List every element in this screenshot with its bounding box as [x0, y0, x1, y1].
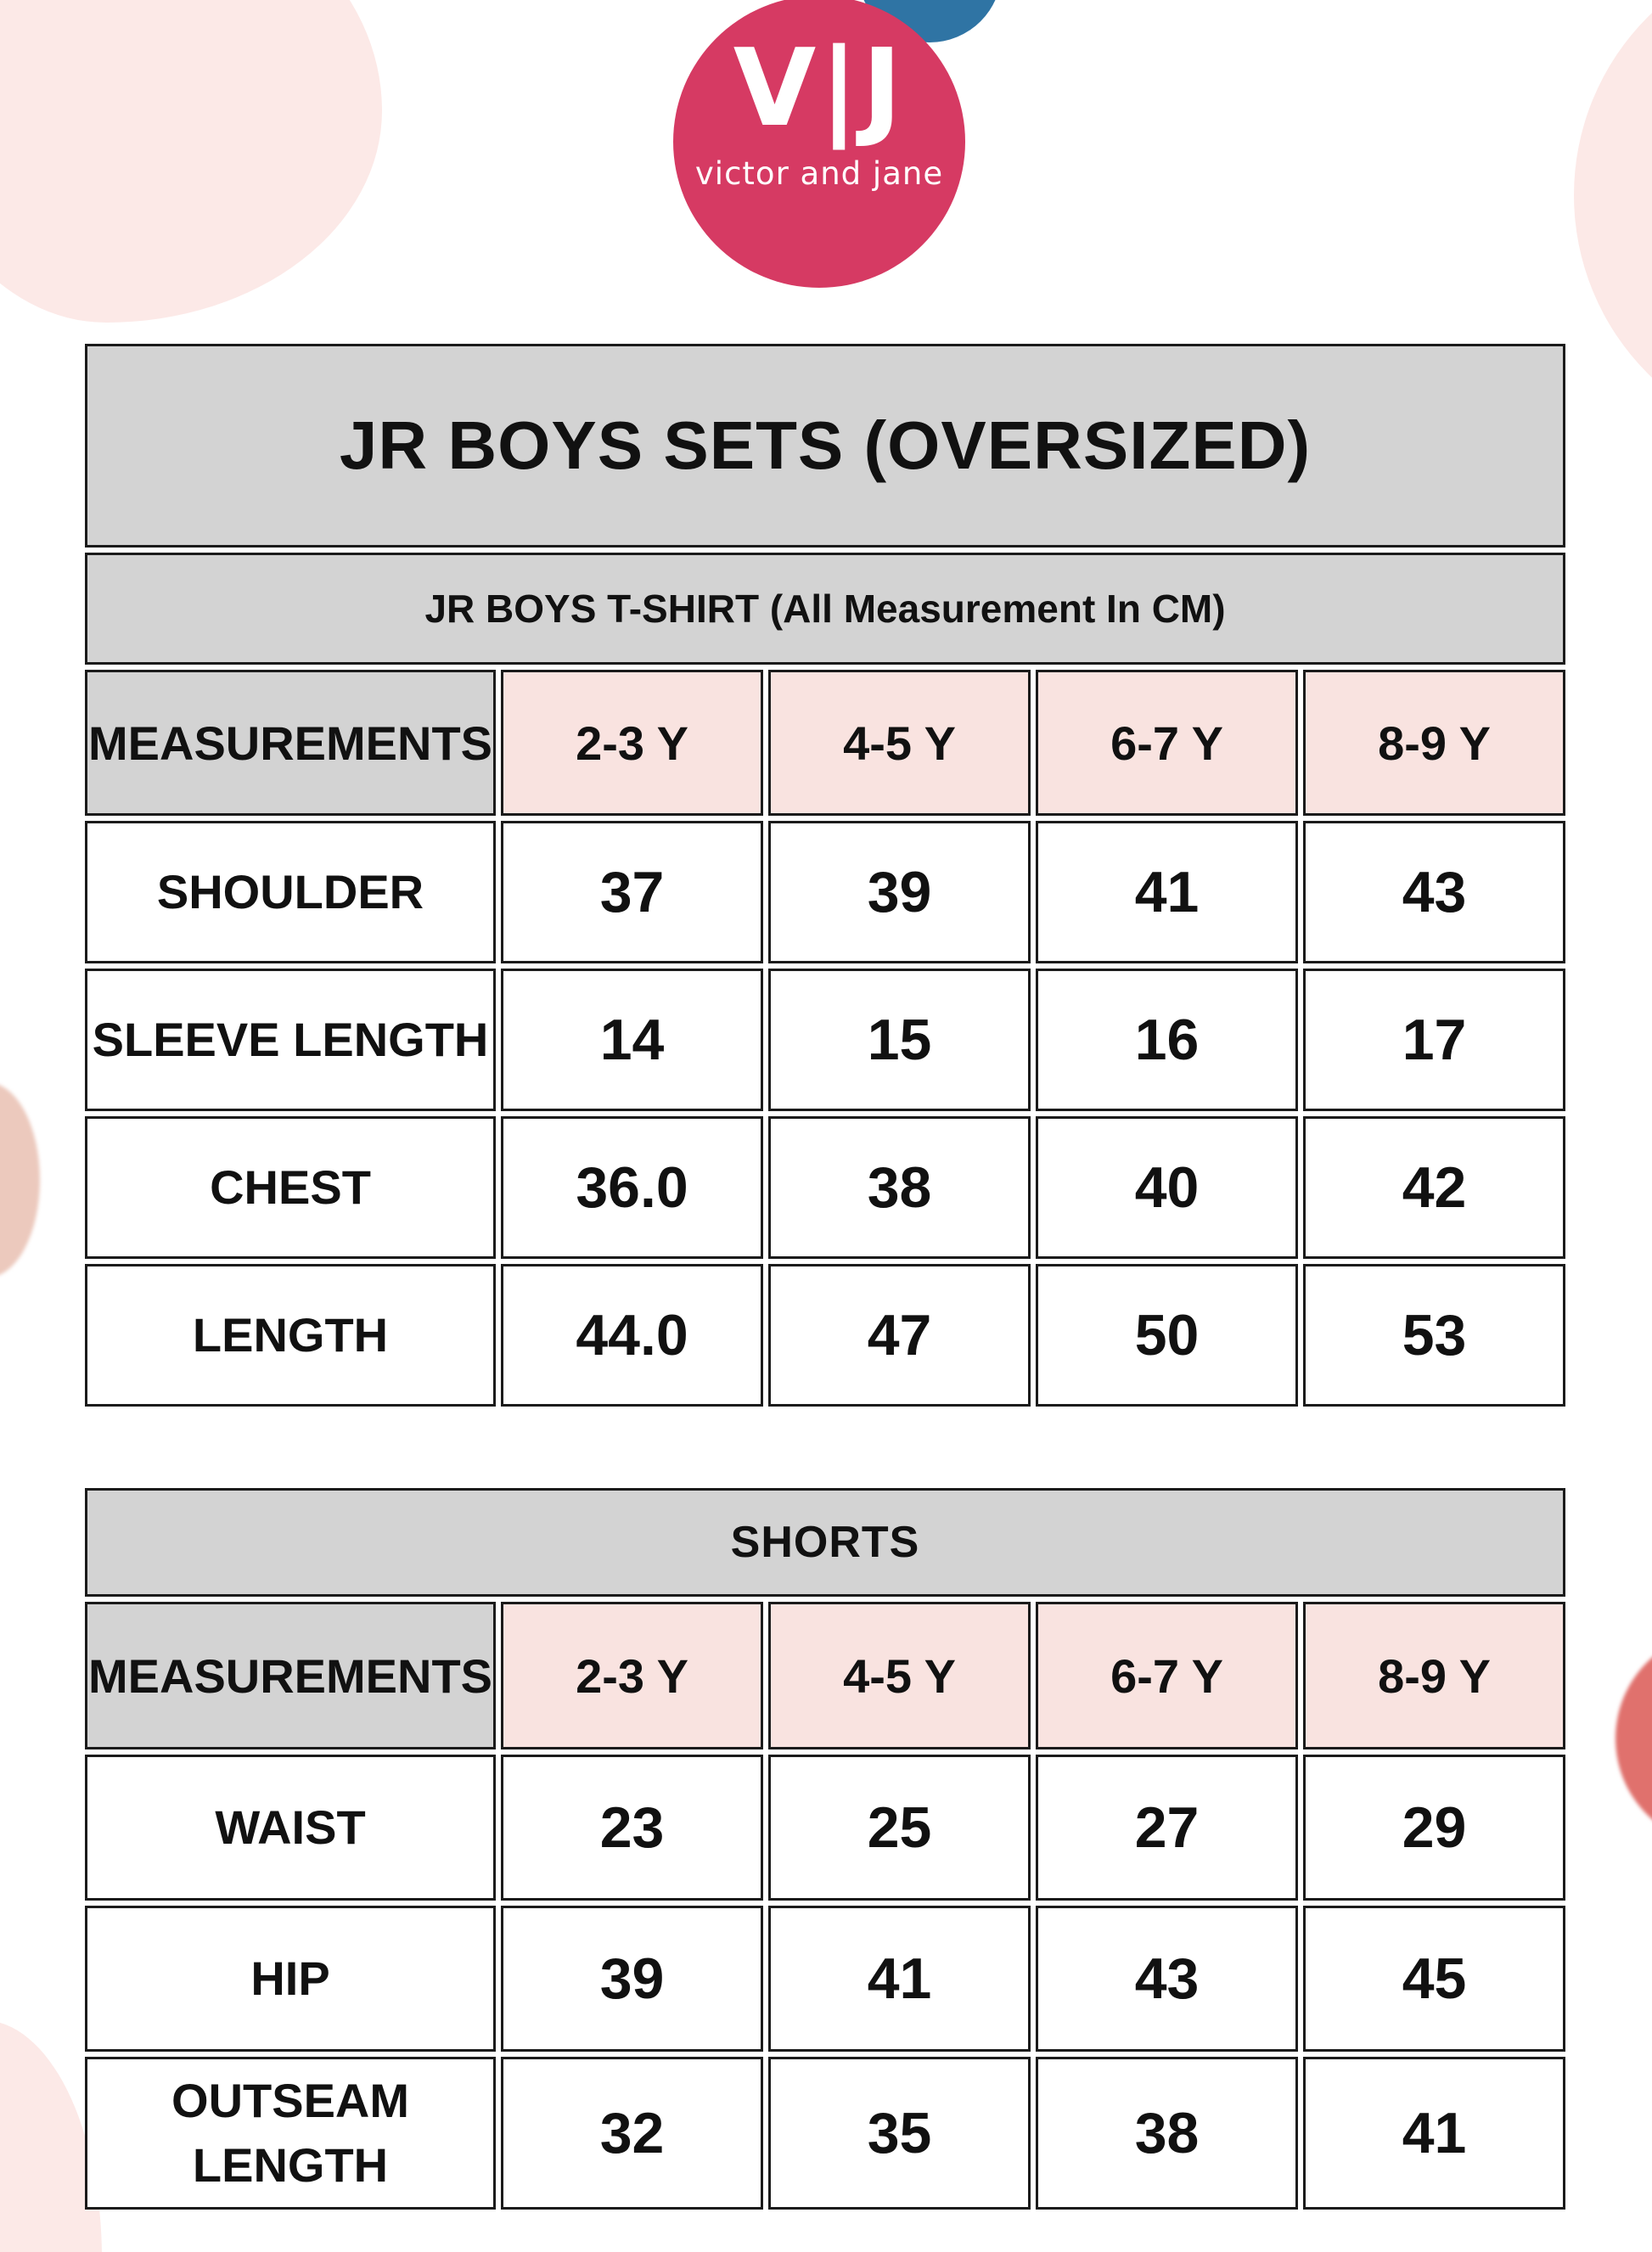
- row-label: CHEST: [210, 1160, 371, 1215]
- table-row-sleeve-length: [85, 969, 1565, 1111]
- value-cell: [1303, 969, 1565, 1111]
- column-header-label: 2-3 Y: [576, 716, 688, 770]
- column-header-label: 8-9 Y: [1378, 716, 1491, 770]
- value: 53: [1402, 1303, 1467, 1367]
- row-label-shoulder: [85, 821, 496, 963]
- value: 47: [867, 1303, 932, 1367]
- brand-logo: [673, 0, 965, 288]
- column-header-label: 6-7 Y: [1110, 1648, 1223, 1703]
- row-label: SLEEVE LENGTH: [92, 1013, 489, 1067]
- value: 36.0: [576, 1155, 688, 1220]
- table-row-hip: [85, 1906, 1565, 2052]
- row-label-sleeve-length: [85, 969, 496, 1111]
- value-cell: [1303, 2057, 1565, 2210]
- table-row: [85, 553, 1565, 665]
- brand-name: victor and jane: [694, 155, 944, 192]
- table-row: [85, 344, 1565, 548]
- tshirt-table-title: JR BOYS SETS (OVERSIZED): [339, 407, 1312, 483]
- shorts-column-header-measurements: [85, 1602, 496, 1749]
- value-cell: [768, 1906, 1031, 2052]
- value-cell: [768, 821, 1031, 963]
- tshirt-column-header-measurements: [85, 670, 496, 816]
- value: 35: [867, 2101, 932, 2165]
- value: 41: [867, 1946, 932, 2011]
- value-cell: [1036, 1906, 1298, 2052]
- column-header-label: MEASUREMENTS: [88, 716, 493, 770]
- row-label-length: [85, 1264, 496, 1407]
- value-cell: [1303, 1116, 1565, 1259]
- value: 39: [599, 1946, 665, 2011]
- value: 37: [599, 860, 665, 924]
- value: 38: [867, 1155, 932, 1220]
- value-cell: [1303, 1906, 1565, 2052]
- value: 43: [1402, 860, 1467, 924]
- value: 41: [1402, 2101, 1467, 2165]
- value-cell: [768, 1755, 1031, 1901]
- value-cell: [1303, 1755, 1565, 1901]
- table-row-waist: [85, 1755, 1565, 1901]
- column-header-label: 4-5 Y: [843, 716, 956, 770]
- shorts-column-header-2-3y: [501, 1602, 763, 1749]
- shorts-column-header-6-7y: [1036, 1602, 1298, 1749]
- row-label: SHOULDER: [156, 865, 424, 919]
- tshirt-size-table: [80, 339, 1571, 1412]
- value: 42: [1402, 1155, 1467, 1220]
- value-cell: [1036, 1264, 1298, 1407]
- value: 16: [1134, 1008, 1200, 1072]
- table-row-chest: [85, 1116, 1565, 1259]
- decor-blob-top-right: [1574, 0, 1652, 447]
- column-header-label: 8-9 Y: [1378, 1648, 1491, 1703]
- row-label-waist: [85, 1755, 496, 1901]
- shorts-column-header-8-9y: [1303, 1602, 1565, 1749]
- value: 40: [1134, 1155, 1200, 1220]
- value: 25: [867, 1795, 932, 1860]
- value: 45: [1402, 1946, 1467, 2011]
- decor-circle-coral: [1615, 1631, 1652, 1846]
- value-cell: [501, 1116, 763, 1259]
- value: 50: [1134, 1303, 1200, 1367]
- row-label: WAIST: [215, 1800, 366, 1855]
- tshirt-table-title-cell: [85, 344, 1565, 548]
- value: 39: [867, 860, 932, 924]
- value-cell: [768, 1264, 1031, 1407]
- table-row: [85, 1488, 1565, 1597]
- value-cell: [501, 2057, 763, 2210]
- row-label: HIP: [250, 1952, 330, 2006]
- brand-initials: V|J: [733, 25, 906, 150]
- column-header-label: 6-7 Y: [1110, 716, 1223, 770]
- value-cell: [768, 2057, 1031, 2210]
- column-header-label: 2-3 Y: [576, 1648, 688, 1703]
- value-cell: [501, 821, 763, 963]
- value: 32: [599, 2101, 665, 2165]
- row-label-outseam-length: [85, 2057, 496, 2210]
- value: 23: [599, 1795, 665, 1860]
- row-label: OUTSEAM LENGTH: [171, 2074, 410, 2192]
- value-cell: [501, 1906, 763, 2052]
- row-label-chest: [85, 1116, 496, 1259]
- tshirt-table-subtitle: JR BOYS T-SHIRT (All Measurement In CM): [424, 587, 1226, 631]
- value-cell: [1036, 2057, 1298, 2210]
- value-cell: [501, 969, 763, 1111]
- tshirt-column-header-6-7y: [1036, 670, 1298, 816]
- table-row-length: [85, 1264, 1565, 1407]
- column-header-label: MEASUREMENTS: [88, 1648, 493, 1703]
- row-label: LENGTH: [192, 1308, 389, 1362]
- value: 44.0: [576, 1303, 688, 1367]
- value-cell: [1036, 969, 1298, 1111]
- value-cell: [1303, 1264, 1565, 1407]
- value-cell: [768, 969, 1031, 1111]
- decor-blob-left: [0, 1082, 40, 1278]
- tshirt-column-header-4-5y: [768, 670, 1031, 816]
- value-cell: [1036, 821, 1298, 963]
- row-label-hip: [85, 1906, 496, 2052]
- tshirt-column-header-2-3y: [501, 670, 763, 816]
- shorts-size-table: [80, 1483, 1571, 2215]
- decor-blob-top-left: [0, 0, 382, 323]
- value: 43: [1134, 1946, 1200, 2011]
- table-row-shoulder: [85, 821, 1565, 963]
- value-cell: [1303, 821, 1565, 963]
- value-cell: [501, 1755, 763, 1901]
- value: 41: [1134, 860, 1200, 924]
- value-cell: [1036, 1755, 1298, 1901]
- value: 14: [599, 1008, 665, 1072]
- shorts-table-title: SHORTS: [730, 1518, 920, 1567]
- tshirt-column-header-8-9y: [1303, 670, 1565, 816]
- shorts-table-title-cell: [85, 1488, 1565, 1597]
- table-header-row: [85, 1602, 1565, 1749]
- value-cell: [501, 1264, 763, 1407]
- value: 38: [1134, 2101, 1200, 2165]
- table-header-row: [85, 670, 1565, 816]
- value: 15: [867, 1008, 932, 1072]
- value-cell: [1036, 1116, 1298, 1259]
- value: 29: [1402, 1795, 1467, 1860]
- value-cell: [768, 1116, 1031, 1259]
- shorts-column-header-4-5y: [768, 1602, 1031, 1749]
- value: 17: [1402, 1008, 1467, 1072]
- table-row-outseam-length: [85, 2057, 1565, 2210]
- tshirt-table-subtitle-cell: [85, 553, 1565, 665]
- column-header-label: 4-5 Y: [843, 1648, 956, 1703]
- value: 27: [1134, 1795, 1200, 1860]
